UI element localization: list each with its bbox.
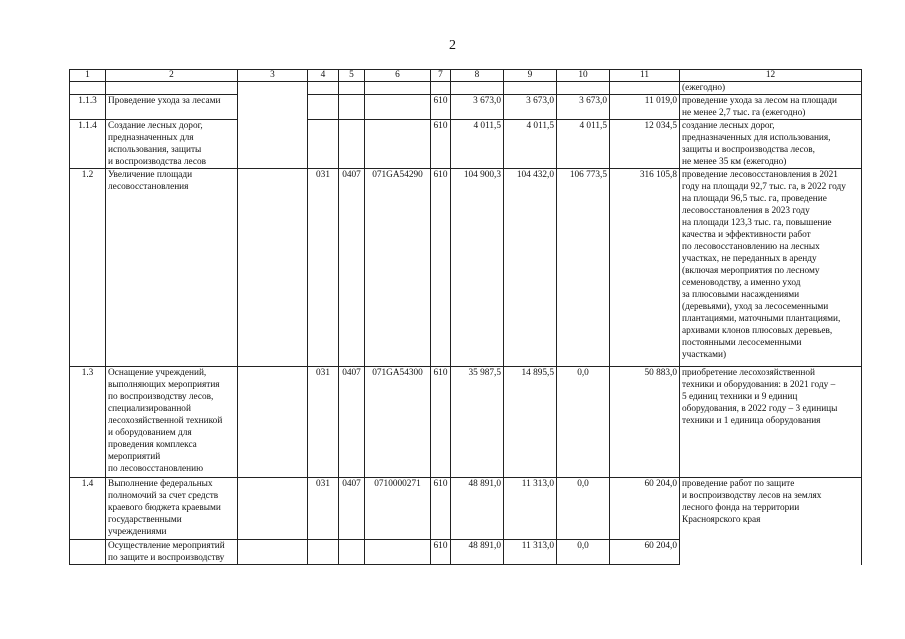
- value-total: 60 204,0: [610, 478, 680, 540]
- value-2023: 0,0: [557, 478, 610, 540]
- row-number: 1.3: [70, 367, 106, 478]
- table-row: [70, 82, 862, 95]
- result-cell: проведение лесовосстановления в 2021 году на площади 92,7 тыс. га, в 2022 году на площади 96,5 тыс. га, проведение лесовосстановления в 2023 году на площади 123,3 тыс. га, повышение качества и эффективности работ по лесовосстановлению на лесных участках, не переданных в аренду (включая мероприятия по лесному семеноводству, а именно уход за плюсовыми насаждениями (деревьями), уход за лесосеменными плантациями, маточными плантациями, архивами клонов плюсовых деревьев, постоянными лесосеменными участками): [680, 169, 862, 367]
- header-cell: 3: [238, 70, 308, 82]
- result-cell: приобретение лесохозяйственной техники и оборудования: в 2021 году – 5 единиц техники и 9 единиц оборудования, в 2022 году – 3 единицы техники и 1 единица оборудования: [680, 367, 862, 478]
- value-2023: 3 673,0: [557, 95, 610, 120]
- row-number: 1.4: [70, 478, 106, 540]
- value-2022: 104 432,0: [504, 169, 557, 367]
- result-cell: создание лесных дорог, предназначенных для использования, защиты и воспроизводства лесов, не менее 35 км (ежегодно): [680, 120, 862, 169]
- kvr-cell: 610: [431, 95, 451, 120]
- value-2022: 11 313,0: [504, 540, 557, 565]
- rzpr-cell: 0407: [339, 478, 365, 540]
- table-row: [70, 120, 862, 169]
- header-cell: 5: [339, 70, 365, 82]
- header-cell: 1: [70, 70, 106, 82]
- table-row: [70, 367, 862, 478]
- value-2022: 3 673,0: [504, 95, 557, 120]
- row-number: 1.1.4: [70, 120, 106, 169]
- value-2021: 35 987,5: [451, 367, 504, 478]
- result-cell: проведение ухода за лесом на площади не менее 2,7 тыс. га (ежегодно): [680, 95, 862, 120]
- header-cell: 6: [365, 70, 431, 82]
- grbs-cell: 031: [308, 169, 339, 367]
- grbs-cell: 031: [308, 478, 339, 540]
- value-total: 11 019,0: [610, 95, 680, 120]
- row-name: Осуществление мероприятий по защите и воспроизводству: [106, 540, 238, 565]
- grbs-cell: 031: [308, 367, 339, 478]
- kvr-cell: 610: [431, 169, 451, 367]
- value-2022: 14 895,5: [504, 367, 557, 478]
- result-cell: (ежегодно): [680, 82, 862, 95]
- header-cell: 10: [557, 70, 610, 82]
- value-2021: 48 891,0: [451, 478, 504, 540]
- value-2023: 4 011,5: [557, 120, 610, 169]
- rzpr-cell: 0407: [339, 367, 365, 478]
- header-cell: 7: [431, 70, 451, 82]
- value-2021: 48 891,0: [451, 540, 504, 565]
- row-name: Выполнение федеральных полномочий за счет средств краевого бюджета краевыми государственными учреждениями: [106, 478, 238, 540]
- page-number: 2: [449, 38, 456, 53]
- row-name: Оснащение учреждений, выполняющих мероприятия по воспроизводству лесов, специализированной лесохозяйственной техникой и оборудованием для проведения комплекса мероприятий по лесовосстановлению: [106, 367, 238, 478]
- header-cell: 12: [680, 70, 862, 82]
- value-2021: 3 673,0: [451, 95, 504, 120]
- value-2023: 0,0: [557, 540, 610, 565]
- value-total: 60 204,0: [610, 540, 680, 565]
- value-total: 12 034,5: [610, 120, 680, 169]
- header-cell: 2: [106, 70, 238, 82]
- rzpr-cell: 0407: [339, 169, 365, 367]
- value-2022: 11 313,0: [504, 478, 557, 540]
- row-name: Создание лесных дорог, предназначенных для использования, защиты и воспроизводства лесов: [106, 120, 238, 169]
- kvr-cell: 610: [431, 120, 451, 169]
- value-2022: 4 011,5: [504, 120, 557, 169]
- result-cell: проведение работ по защите и воспроизводству лесов на землях лесного фонда на территории Красноярского края: [680, 478, 862, 565]
- table-row: [70, 169, 862, 367]
- value-total: 50 883,0: [610, 367, 680, 478]
- program-table: [69, 69, 862, 565]
- value-2023: 0,0: [557, 367, 610, 478]
- table-row: [70, 95, 862, 120]
- value-2023: 106 773,5: [557, 169, 610, 367]
- header-cell: 11: [610, 70, 680, 82]
- row-name: Увеличение площади лесовосстановления: [106, 169, 238, 367]
- csr-cell: 0710000271: [365, 478, 431, 540]
- row-number: 1.1.3: [70, 95, 106, 120]
- kvr-cell: 610: [431, 478, 451, 540]
- kvr-cell: 610: [431, 540, 451, 565]
- value-total: 316 105,8: [610, 169, 680, 367]
- header-cell: 4: [308, 70, 339, 82]
- header-cell: 8: [451, 70, 504, 82]
- value-2021: 104 900,3: [451, 169, 504, 367]
- header-cell: 9: [504, 70, 557, 82]
- csr-cell: 071GA54290: [365, 169, 431, 367]
- header-row: [70, 70, 862, 82]
- row-number: 1.2: [70, 169, 106, 367]
- kvr-cell: 610: [431, 367, 451, 478]
- value-2021: 4 011,5: [451, 120, 504, 169]
- csr-cell: 071GA54300: [365, 367, 431, 478]
- row-name: Проведение ухода за лесами: [106, 95, 238, 120]
- table-row: [70, 478, 862, 540]
